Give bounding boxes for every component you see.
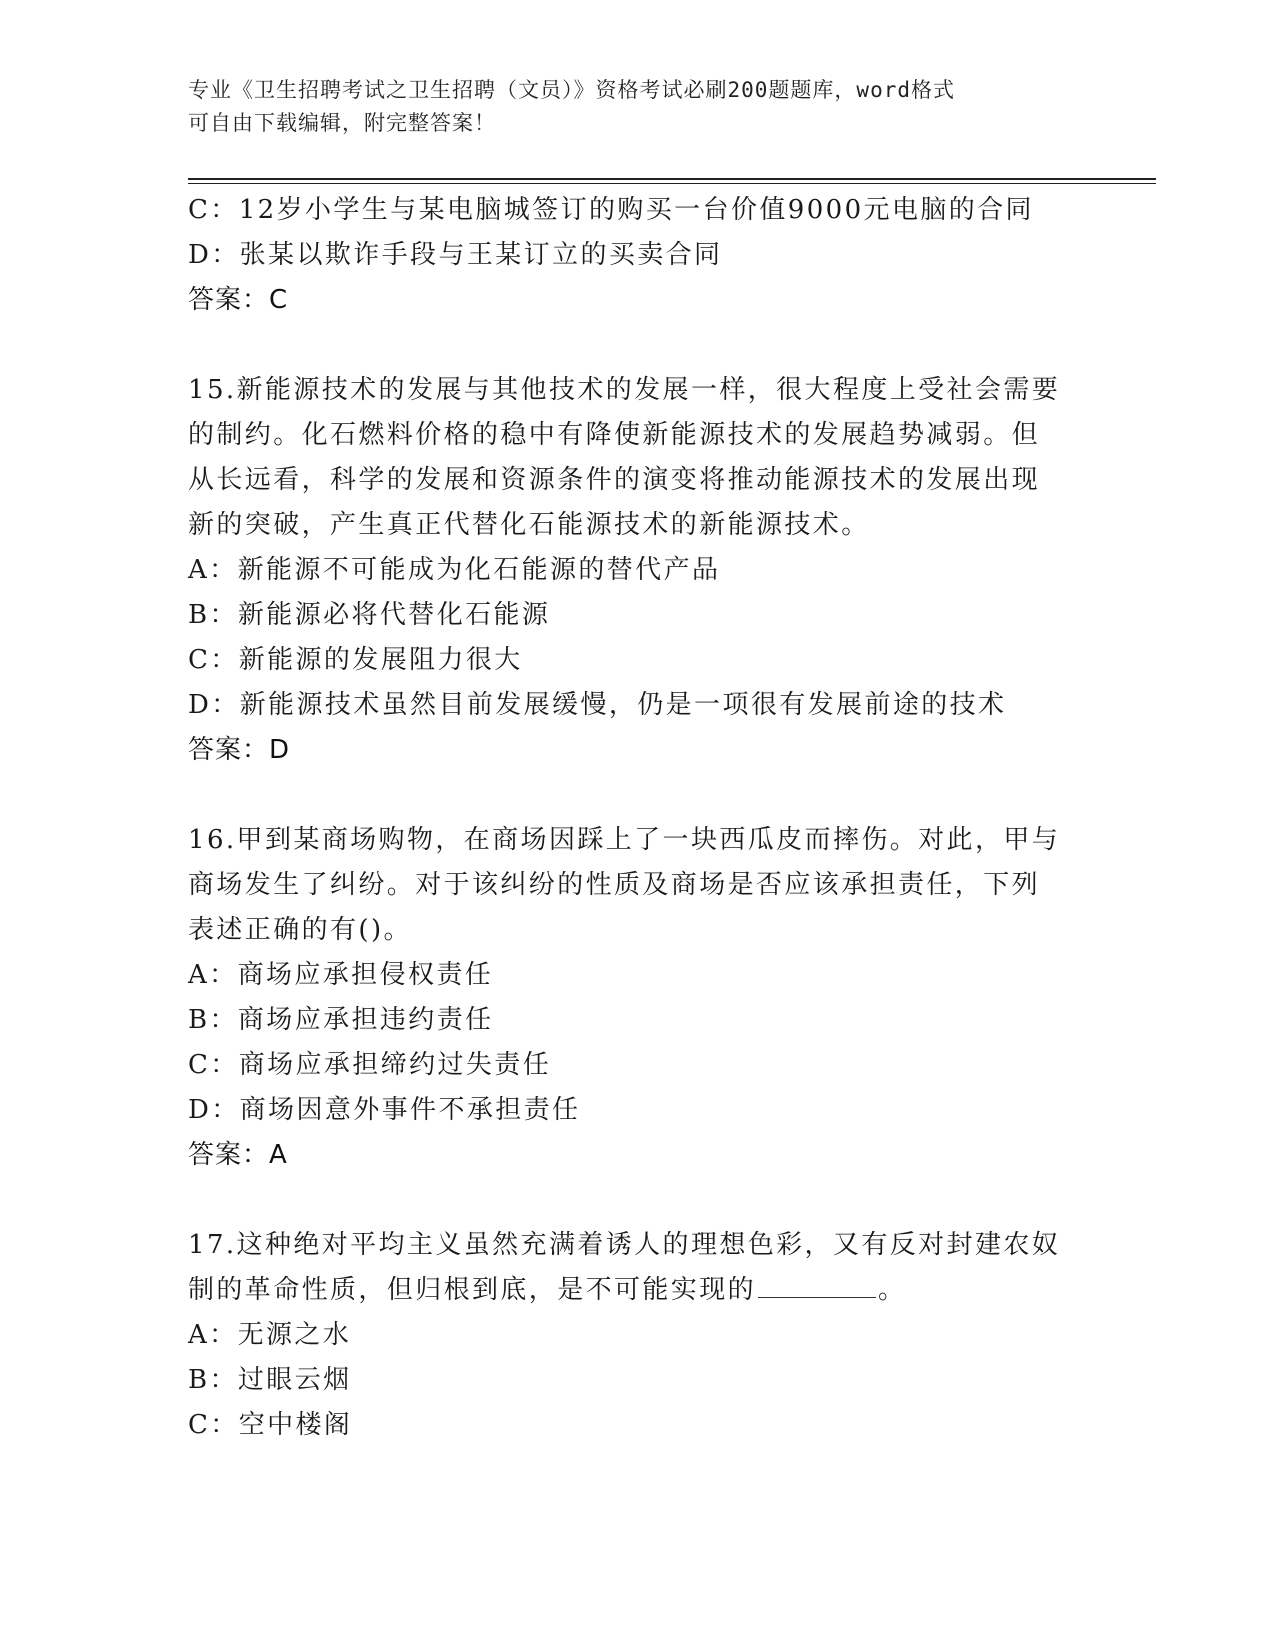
- question-stem-line: 新的突破，产生真正代替化石能源技术的新能源技术。: [188, 510, 870, 540]
- question-17-stem: [188, 1223, 1088, 1313]
- question-stem-line: 表述正确的有()。: [188, 915, 412, 945]
- question-stem-line: 17.这种绝对平均主义虽然充满着诱人的理想色彩，又有反对封建农奴: [188, 1230, 1061, 1260]
- question-stem-line: 的制约。化石燃料价格的稳中有降使新能源技术的发展趋势减弱。但: [188, 420, 1041, 450]
- option-d: D：新能源技术虽然目前发展缓慢，仍是一项很有发展前途的技术: [188, 690, 1007, 720]
- option-d: D：张某以欺诈手段与王某订立的买卖合同: [188, 240, 723, 270]
- question-16-stem: [188, 818, 1088, 953]
- document-header: [188, 74, 1088, 140]
- header-title-line-2: 可自由下载编辑，附完整答案！: [188, 111, 496, 135]
- answer-line: 答案：C: [188, 285, 289, 315]
- header-divider-thick: [188, 178, 1156, 180]
- stem-text: 制的革命性质，但归根到底，是不可能实现的: [188, 1275, 757, 1305]
- question-stem-line: [188, 1268, 1088, 1313]
- option-b: B：商场应承担违约责任: [188, 1005, 494, 1035]
- option-c: C：空中楼阁: [188, 1410, 353, 1440]
- option-c: C：12岁小学生与某电脑城签订的购买一台价值9000元电脑的合同: [188, 195, 1034, 225]
- question-15-stem: [188, 368, 1088, 548]
- fill-in-blank: [758, 1269, 876, 1298]
- option-b: B：过眼云烟: [188, 1365, 352, 1395]
- option-d: D：商场因意外事件不承担责任: [188, 1095, 581, 1125]
- spacer: [188, 773, 1088, 818]
- question-15: [188, 368, 1088, 773]
- question-stem-line: 从长远看，科学的发展和资源条件的演变将推动能源技术的发展出现: [188, 465, 1041, 495]
- spacer: [188, 1178, 1088, 1223]
- header-divider-thin: [188, 183, 1156, 184]
- question-stem-line: 16.甲到某商场购物，在商场因踩上了一块西瓜皮而摔伤。对此，甲与: [188, 825, 1061, 855]
- prev-question-block: [188, 188, 1088, 323]
- answer-line: 答案：A: [188, 1140, 288, 1170]
- header-title-line-1: 专业《卫生招聘考试之卫生招聘（文员）》资格考试必刷200题题库，word格式: [188, 78, 955, 102]
- option-c: C：新能源的发展阻力很大: [188, 645, 523, 675]
- option-a: A：无源之水: [188, 1320, 352, 1350]
- option-b: B：新能源必将代替化石能源: [188, 600, 551, 630]
- question-16: [188, 818, 1088, 1178]
- answer-line: 答案：D: [188, 735, 291, 765]
- spacer: [188, 323, 1088, 368]
- question-stem-line: 15.新能源技术的发展与其他技术的发展一样，很大程度上受社会需要: [188, 375, 1061, 405]
- option-a: A：新能源不可能成为化石能源的替代产品: [188, 555, 721, 585]
- option-a: A：商场应承担侵权责任: [188, 960, 494, 990]
- question-stem-line: 商场发生了纠纷。对于该纠纷的性质及商场是否应该承担责任，下列: [188, 870, 1041, 900]
- question-17: [188, 1223, 1088, 1448]
- option-c: C：商场应承担缔约过失责任: [188, 1050, 552, 1080]
- question-content: [188, 188, 1088, 1448]
- stem-text: 。: [878, 1275, 907, 1305]
